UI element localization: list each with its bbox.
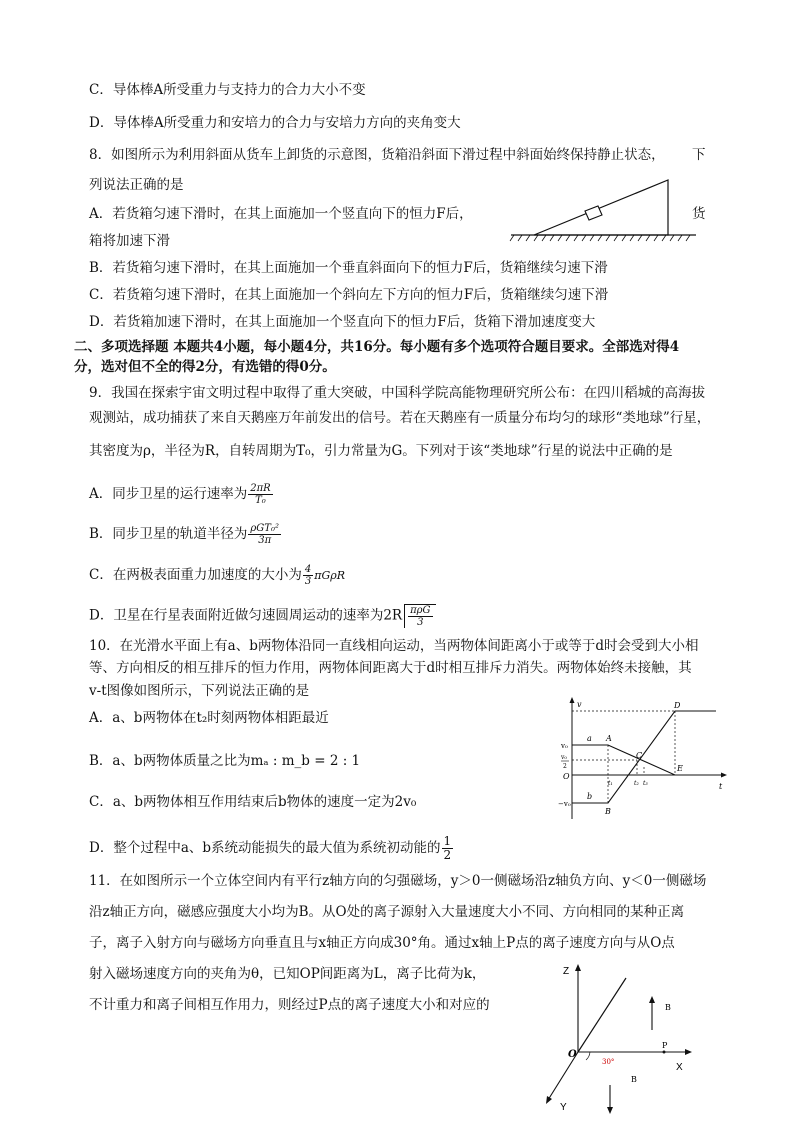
point-p-label: P <box>662 1041 668 1050</box>
tick-t2: t₂ <box>634 780 639 787</box>
fraction-numerator: 1 <box>443 834 452 848</box>
q8-option-a: A．若货箱匀速下滑时，在其上面施加一个竖直向下的恒力F后， <box>89 206 473 222</box>
t-axis-label: t <box>719 782 723 791</box>
q10-option-d-fraction <box>442 835 454 862</box>
q9-option-c-tail: πGρR <box>314 569 345 582</box>
q10-stem-line1: 10．在光滑水平面上有a、b两物体沿同一直线相向运动，当两物体间距离小于或等于d时会受到大小相 <box>89 638 699 654</box>
q10-option-d <box>89 835 454 862</box>
x-axis-label: X <box>676 1062 683 1073</box>
q8-option-b: B．若货箱匀速下滑时，在其上面施加一个垂直斜面向下的恒力F后，货箱继续匀速下滑 <box>89 260 608 276</box>
q9-option-c-fraction <box>303 564 313 587</box>
angle-arc <box>586 1052 590 1060</box>
fraction-denominator: T₀ <box>255 495 266 506</box>
tick-v0: v₀ <box>561 742 568 750</box>
field-down-arrowhead <box>607 1107 613 1114</box>
curve-a-label: a <box>587 734 592 743</box>
section2-header-line1: 二、多项选择题 本题共4小题，每小题4分，共16分。每小题有多个选项符合题目要求。全部选对得4 <box>74 339 680 355</box>
fraction-denominator: 2 <box>443 848 452 862</box>
z-axis-label: Z <box>563 966 570 977</box>
q9-option-b <box>89 523 282 546</box>
origin-label: O <box>563 772 570 781</box>
q10-option-c: C．a、b两物体相互作用结束后b物体的速度一定为2v₀ <box>89 794 417 810</box>
field-up-label: B <box>665 1003 671 1012</box>
q9-stem-line2: 观测站，成功捕获了来自天鹅座万年前发出的信号。若在天鹅座有一质量分布均匀的球形“类地球”行星， <box>89 410 711 426</box>
point-d-label: D <box>674 701 681 710</box>
dashed-guides <box>572 711 675 803</box>
curve-b-label: b <box>587 792 593 801</box>
incline-figure <box>508 175 698 245</box>
y-axis-arrow <box>546 1096 552 1104</box>
q9-option-b-fraction <box>248 523 281 546</box>
incline-slope <box>534 180 668 235</box>
fraction-numerator: 4 <box>304 564 312 575</box>
q9-option-a <box>89 483 274 506</box>
q10-option-b: B．a、b两物体质量之比为mₐ : m_b = 2 : 1 <box>89 753 361 769</box>
q9-option-d-text: D．卫星在行星表面附近做匀速圆周运动的速率为2R <box>89 607 403 624</box>
tick-t1: t₁ <box>608 780 613 787</box>
q8-stem-line1: 8．如图所示为利用斜面从货车上卸货的示意图，货箱沿斜面下滑过程中斜面始终保持静止状态， <box>89 147 665 163</box>
fraction-numerator: πρG <box>410 605 431 616</box>
q10-stem-line2: 等、方向相反的相互排斥的恒力作用，两物体间距离大于d时相互排斥力消失。两物体始终未接触，其 <box>89 660 692 676</box>
q8-option-a-tail: 货 <box>692 206 706 222</box>
fraction-numerator: ρGT₀² <box>250 523 279 534</box>
tick-neg-v0: −v₀ <box>558 800 571 808</box>
q8-option-d: D．若货箱加速下滑时，在其上面施加一个竖直向下的恒力F后，货箱下滑加速度变大 <box>89 314 596 330</box>
q11-stem-line2: 沿z轴正方向，磁感应强度大小均为B。从O处的离子源射入大量速度大小不同、方向相同的某种正离 <box>89 904 685 920</box>
fraction-denominator: 3 <box>417 617 424 628</box>
point-a-label: A <box>606 734 612 743</box>
q8-option-c: C．若货箱匀速下滑时，在其上面施加一个斜向左下方向的恒力F后，货箱继续匀速下滑 <box>89 287 609 303</box>
curve-b <box>572 711 716 803</box>
origin-label: O <box>568 1049 577 1060</box>
tick-v0-half-num: v₀ <box>561 754 567 761</box>
sqrt-sign <box>404 604 435 628</box>
field-up-arrowhead <box>649 996 655 1003</box>
q8-option-a-cont: 箱将加速下滑 <box>89 233 170 249</box>
vt-graph <box>558 697 728 822</box>
q9-option-d-fraction <box>408 605 432 628</box>
q9-stem-line3: 其密度为ρ，半径为R，自转周期为T₀，引力常量为G。下列对于该“类地球”行星的说法中正确的是 <box>89 443 673 459</box>
q9-option-c <box>89 564 345 587</box>
q7-option-c: C．导体棒A所受重力与支持力的合力大小不变 <box>89 82 366 98</box>
q11-stem-line1: 11．在如图所示一个立体空间内有平行z轴方向的匀强磁场，y＞0一侧磁场沿z轴负方向、y＜0一侧磁场 <box>89 873 707 889</box>
ground-hatch <box>510 235 690 241</box>
point-b-label: B <box>605 807 611 816</box>
q7-option-d: D．导体棒A所受重力和安培力的合力与安培力方向的夹角变大 <box>89 115 461 131</box>
q9-option-d <box>89 604 436 628</box>
q11-stem-line3: 子，离子入射方向与磁场方向垂直且与x轴正方向成30°角。通过x轴上P点的离子速度方向与从O点 <box>89 935 675 951</box>
x-axis-arrow <box>685 1049 692 1055</box>
q11-stem-line5: 不计重力和离子间相互作用力，则经过P点的离子速度大小和对应的 <box>89 997 490 1013</box>
cargo-box <box>585 206 602 220</box>
section2-header-line2: 分，选对但不全的得2分，有选错的得0分。 <box>74 359 336 375</box>
axis-3d-figure <box>530 960 710 1120</box>
tick-v0-half-den: 2 <box>563 763 567 770</box>
fraction-denominator: 3π <box>258 535 272 546</box>
q8-stem-line2: 列说法正确的是 <box>89 177 184 193</box>
point-e-label: E <box>677 764 683 773</box>
q9-option-b-text: B．同步卫星的轨道半径为 <box>89 526 248 542</box>
z-axis-arrow <box>575 964 581 971</box>
q11-stem-line4: 射入磁场速度方向的夹角为θ，已知OP间距离为L，离子比荷为k， <box>89 966 486 982</box>
fraction-numerator: 2πR <box>250 483 271 494</box>
q8-stem-line1-tail: 下 <box>692 147 706 163</box>
v-axis-label: v <box>577 700 582 709</box>
q10-stem-line3: v-t图像如图所示，下列说法正确的是 <box>89 683 310 699</box>
fraction-denominator: 3 <box>304 576 312 587</box>
v-axis-arrow <box>570 697 575 703</box>
q9-option-c-text: C．在两极表面重力加速度的大小为 <box>89 567 302 583</box>
point-p <box>663 1051 666 1054</box>
q10-option-d-text: D．整个过程中a、b系统动能损失的最大值为系统初动能的 <box>89 840 441 856</box>
field-down-label: B <box>631 1075 637 1084</box>
y-axis-label: Y <box>560 1102 567 1113</box>
q9-stem-line1: 9．我国在探索宇宙文明过程中取得了重大突破，中国科学院高能物理研究所公布：在四川稻城的高海拔 <box>89 385 706 401</box>
ion-direction-line <box>578 978 626 1052</box>
q10-option-a: A．a、b两物体在t₂时刻两物体相距最近 <box>89 710 329 726</box>
q9-option-a-text: A．同步卫星的运行速率为 <box>89 486 248 502</box>
t-axis-arrow <box>721 773 727 778</box>
tick-t3: t₃ <box>643 780 648 787</box>
point-c-label: C <box>636 751 643 760</box>
angle-label: 30° <box>602 1058 615 1066</box>
q9-option-a-fraction <box>248 483 272 506</box>
